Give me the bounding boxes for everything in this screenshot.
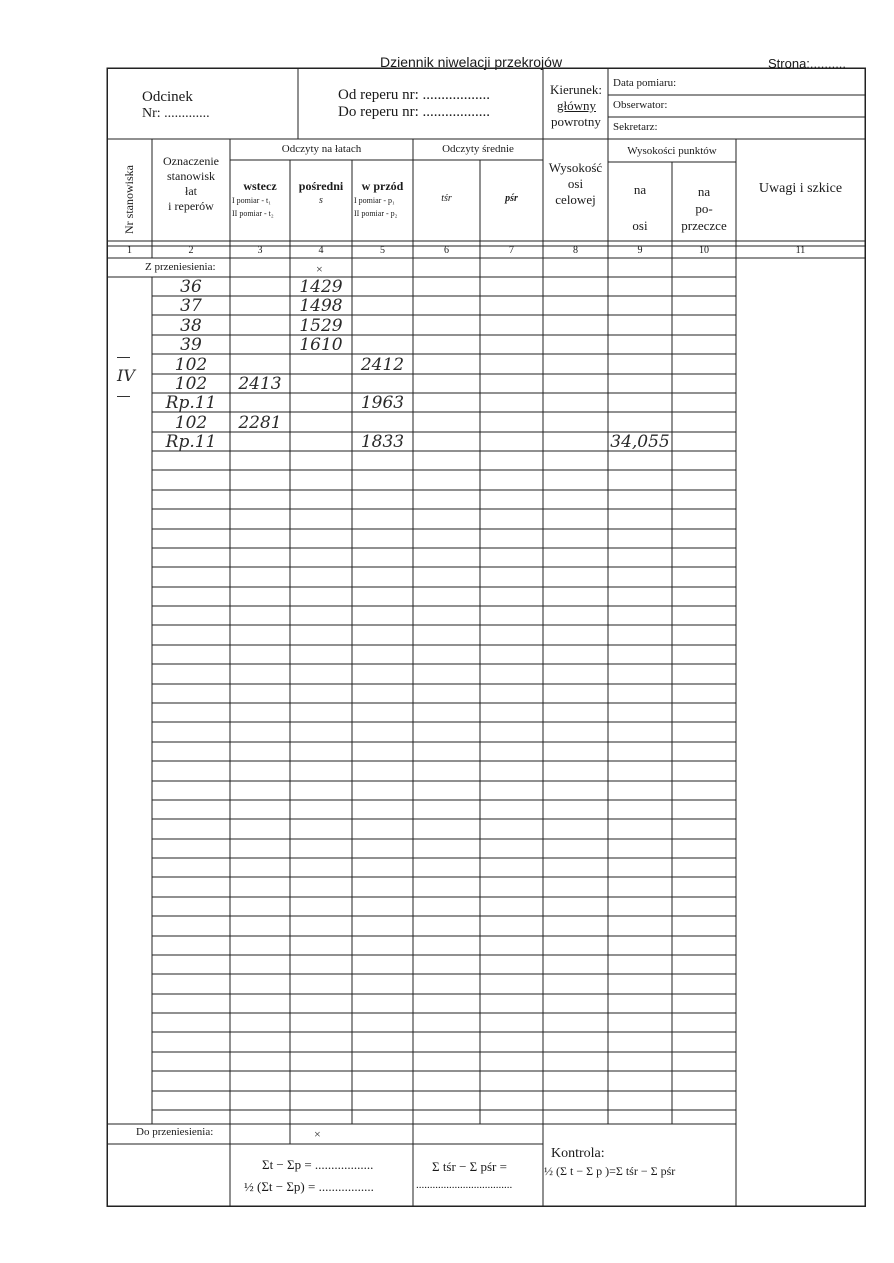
na-poprzeczce-header — [672, 183, 736, 234]
posredni-header: pośredni — [298, 179, 344, 193]
uwagi-header: Uwagi i szkice — [758, 181, 843, 196]
wstecz-sub1: I pomiar - t₁ — [232, 196, 271, 205]
col-num-3: 3 — [257, 245, 263, 256]
od-reperu-field[interactable]: Od reperu nr: .................. — [338, 87, 491, 103]
wysokosc-line-3: celowej — [555, 192, 596, 207]
sum-sr-label: Σ tśr − Σ pśr = — [432, 1159, 507, 1174]
wysokosc-osi-header — [543, 160, 608, 208]
station-bracket-bottom — [117, 396, 130, 397]
row-cell-point[interactable]: Rp.11 — [165, 432, 217, 452]
oznaczenie-line-1: Oznaczenie — [163, 154, 219, 168]
col-num-10: 10 — [699, 245, 709, 256]
do-reperu-field[interactable]: Do reperu nr: .................. — [338, 104, 491, 120]
row-cell-point[interactable]: 102 — [174, 374, 208, 394]
col-num-5: 5 — [380, 245, 385, 256]
row-cell-point[interactable]: 102 — [174, 355, 208, 375]
odczyty-srednie-header: Odczyty średnie — [442, 143, 514, 155]
row-cell-posredni[interactable]: 1610 — [299, 335, 343, 355]
row-cell-posredni[interactable]: 1529 — [299, 316, 343, 336]
t-sr-header: tśr — [441, 193, 452, 204]
station-bracket — [117, 357, 130, 358]
nr-stanowiska-header: Nr stanowiska — [122, 165, 136, 234]
wstecz-header: wstecz — [243, 179, 277, 193]
cross-mark-bottom: × — [314, 1127, 321, 1141]
na-poprzeczce-line-2: po- — [695, 201, 713, 216]
kontrola-label: Kontrola: — [551, 1146, 605, 1161]
sekretarz-field[interactable]: Sekretarz: — [613, 121, 658, 133]
row-cell-posredni[interactable]: 1498 — [299, 296, 343, 316]
row-cell-wstecz[interactable]: 2281 — [238, 413, 282, 433]
w-przod-header: w przód — [361, 179, 404, 193]
row-cell-point[interactable]: 37 — [180, 296, 202, 316]
oznaczenie-line-3: łat — [185, 184, 197, 198]
kierunek-powrotny-option[interactable]: powrotny — [551, 114, 601, 129]
col-num-7: 7 — [509, 245, 514, 256]
w-przod-sub2: II pomiar - p₂ — [354, 209, 398, 218]
row-cell-point[interactable]: Rp.11 — [165, 393, 217, 413]
row-cell-w-przod[interactable]: 1833 — [360, 432, 405, 452]
page-title: Dziennik niwelacji przekrojów — [380, 54, 563, 70]
na-poprzeczce-line-3: przeczce — [681, 218, 727, 233]
sum-t-minus-p[interactable]: Σt − Σp = .................. — [262, 1157, 374, 1172]
col-num-11: 11 — [795, 245, 806, 256]
col-num-6: 6 — [444, 245, 449, 256]
cross-mark-top: × — [316, 262, 323, 276]
kontrola-formula: ½ (Σ t − Σ p )=Σ tśr − Σ pśr — [544, 1164, 676, 1178]
z-przeniesienia-label: Z przeniesienia: — [145, 261, 216, 273]
sum-sr-field[interactable]: ................................... — [416, 1179, 513, 1191]
kierunek-glowny-option[interactable]: główny — [557, 98, 596, 113]
p-sr-header: pśr — [505, 193, 518, 204]
oznaczenie-line-2: stanowisk — [167, 169, 215, 183]
na-poprzeczce-line-1: na — [697, 184, 711, 199]
wysokosc-line-1: Wysokość — [548, 160, 603, 175]
row-cell-point[interactable]: 36 — [180, 277, 202, 297]
row-cell-point[interactable]: 102 — [174, 413, 208, 433]
do-przeniesienia-label: Do przeniesienia: — [136, 1126, 214, 1138]
station-label[interactable]: IV — [117, 366, 135, 385]
col-num-1: 1 — [127, 245, 132, 256]
wysokosc-line-2: osi — [567, 176, 584, 191]
data-pomiaru-field[interactable]: Data pomiaru: — [613, 77, 677, 89]
w-przod-sub1: I pomiar - p₁ — [354, 196, 395, 205]
page-number-label: Strona:.......... — [768, 56, 847, 71]
na-osi-line-1: na — [633, 182, 647, 197]
na-osi-line-2: osi — [632, 218, 648, 233]
col-num-8: 8 — [573, 245, 578, 256]
odcinek-nr-field[interactable]: Nr: ............. — [142, 106, 210, 121]
wstecz-sub2: II pomiar - t₂ — [232, 209, 274, 218]
row-cell-w-przod[interactable]: 2412 — [360, 355, 405, 375]
col-num-9: 9 — [637, 245, 643, 256]
kierunek-label: Kierunek: — [550, 82, 602, 97]
wysokosci-punktow-header: Wysokości punktów — [627, 145, 717, 157]
obserwator-field[interactable]: Obserwator: — [613, 99, 668, 111]
col-num-4: 4 — [318, 245, 324, 256]
row-cell-point[interactable]: 38 — [180, 316, 202, 336]
row-cell-posredni[interactable]: 1429 — [299, 277, 343, 297]
oznaczenie-line-4: i reperów — [168, 199, 214, 213]
row-cell-point[interactable]: 39 — [180, 335, 202, 355]
col-num-2: 2 — [188, 245, 194, 256]
odcinek-label: Odcinek — [142, 89, 193, 105]
row-cell-wstecz[interactable]: 2413 — [238, 374, 282, 394]
row-cell-w-przod[interactable]: 1963 — [360, 393, 405, 413]
odczyty-na-latach-header: Odczyty na łatach — [281, 143, 362, 155]
posredni-s: s — [319, 195, 323, 206]
na-osi-header — [608, 183, 672, 233]
row-cell-na-osi[interactable]: 34,055 — [610, 432, 670, 452]
half-sum-t-minus-p[interactable]: ½ (Σt − Σp) = ................. — [244, 1179, 374, 1194]
oznaczenie-header — [152, 154, 230, 214]
